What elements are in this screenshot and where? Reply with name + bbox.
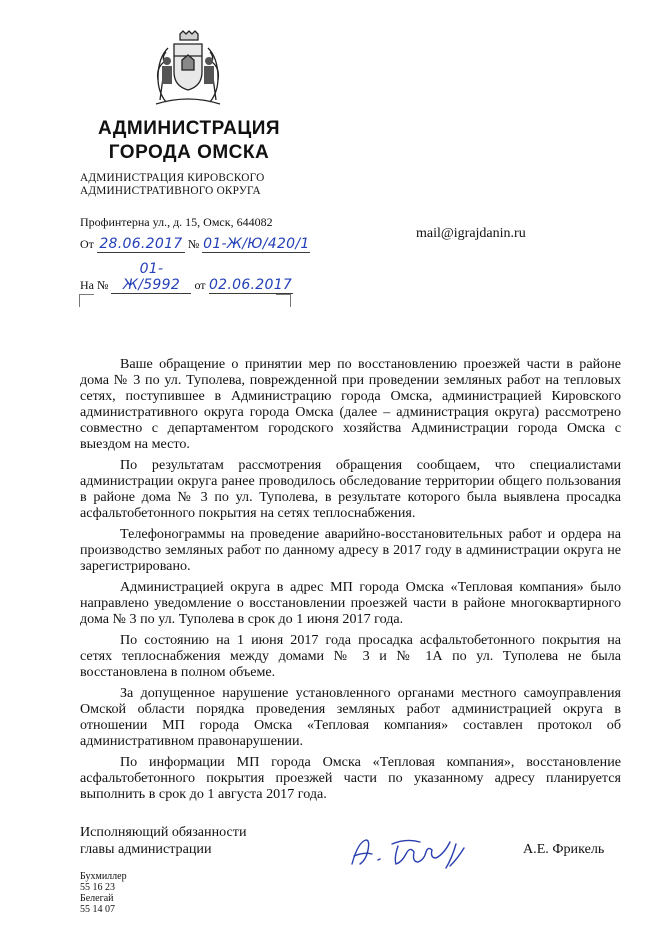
incoming-reference-line xyxy=(80,261,293,293)
body-paragraph: Телефонограммы на проведение аварийно-восстановительных работ и ордера на производство земляных работ по данному адресу в 2017 году в администрации округа не зарегистрировано. xyxy=(80,526,621,574)
signatory-title-line-1: Исполняющий обязанности xyxy=(80,824,247,840)
sub-line-2: АДМИНИСТРАТИВНОГО ОКРУГА xyxy=(80,185,261,197)
org-line-1: АДМИНИСТРАЦИЯ xyxy=(97,118,281,139)
outgoing-reference-line xyxy=(80,236,310,256)
reply-date: 02.06.2017 xyxy=(208,277,293,293)
letter-body xyxy=(80,356,621,802)
sender-address: Профинтерна ул., д. 15, Омск, 644082 xyxy=(80,215,273,229)
body-paragraph: Ваше обращение о принятии мер по восстановлению проезжей части в районе дома № 3 по ул. Туполева, поврежденной при проведении земляных работ на тепловых сетях, поступившее в Администрацию города Омска, администрацией Кировского административного округа города Омска (далее – администрация округа) рассмотрено совместно с департаментом городского хозяйства Администрации города Омска с выездом на место. xyxy=(80,356,621,452)
body-paragraph: По результатам рассмотрения обращения сообщаем, что специалистами администрации округа ранее проводилось обследование территории общего пользования в районе дома № 3 по ул. Туполева, в результате которого была выявлена просадка асфальтобетонного покрытия на сетях теплоснабжения. xyxy=(80,457,621,521)
recipient-email: mail@igrajdanin.ru xyxy=(416,226,526,241)
from-label: От xyxy=(80,237,94,251)
contact-line: Бухмиллер xyxy=(80,871,127,882)
body-paragraph: Администрацией округа в адрес МП города Омска «Тепловая компания» было направлено уведомление о восстановлении проезжей части в районе многоквартирного дома № 3 по ул. Туполева в срок до 1 июня 2017 года. xyxy=(80,579,621,627)
signatory-name: А.Е. Фрикель xyxy=(523,841,605,857)
outgoing-date: 28.06.2017 xyxy=(97,236,185,253)
coat-of-arms-emblem xyxy=(146,30,230,114)
address-block-corner-right xyxy=(276,294,291,307)
organization-title xyxy=(80,117,298,165)
handwritten-signature xyxy=(346,834,496,872)
sub-line-1: АДМИНИСТРАЦИЯ КИРОВСКОГО xyxy=(80,172,265,184)
number-label: № xyxy=(187,237,200,251)
body-paragraph: По состоянию на 1 июня 2017 года просадка асфальтобетонного покрытия на сетях теплоснабжения между домами № 3 и № 1А по ул. Туполева не была восстановлена в полном объеме. xyxy=(80,632,621,680)
reply-from-label: от xyxy=(194,278,206,292)
signatory-title-line-2: главы администрации xyxy=(80,841,212,857)
org-line-2: ГОРОДА ОМСКА xyxy=(108,142,270,163)
body-paragraph: За допущенное нарушение установленного органами местного самоуправления Омской области порядка проведения земляных работ администрацией округа в отношении МП города Омска «Тепловая компания» составлен протокол об административном правонарушении. xyxy=(80,685,621,749)
address-block-corner-left xyxy=(79,294,94,307)
contact-line: 55 14 07 xyxy=(80,904,115,915)
reply-label: На № xyxy=(80,278,109,292)
contact-line: 55 16 23 xyxy=(80,882,115,893)
outgoing-number: 01-Ж/Ю/420/1 xyxy=(203,236,310,252)
body-paragraph: По информации МП города Омска «Тепловая компания», восстановление асфальтобетонного покрытия проезжей части по указанному адресу планируется выполнить в срок до 1 августа 2017 года. xyxy=(80,754,621,802)
contacts-block xyxy=(80,871,127,915)
contact-line: Белегай xyxy=(80,893,114,904)
organization-subtitle xyxy=(80,172,264,198)
signatory-title xyxy=(80,824,247,858)
reply-number: 01-Ж/5992 xyxy=(111,261,191,294)
